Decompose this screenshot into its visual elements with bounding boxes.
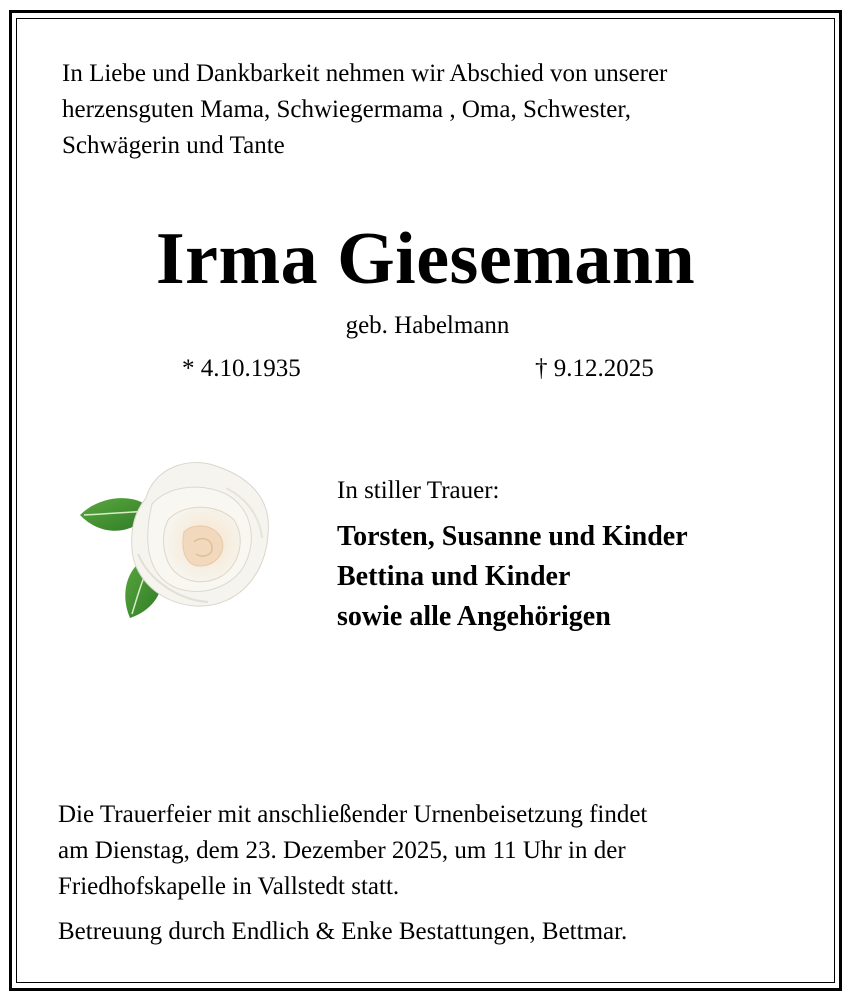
maiden-name: geb. Habelmann	[345, 312, 510, 339]
mourner-name: sowie alle Angehörigen	[337, 601, 611, 632]
mourner-name: Torsten, Susanne und Kinder	[337, 521, 688, 552]
ceremony-text	[58, 797, 798, 905]
mourners-list	[337, 517, 688, 637]
ceremony-line: Friedhofskapelle in Vallstedt statt.	[58, 873, 400, 900]
undertaker-note: Betreuung durch Endlich & Enke Bestattungen, Bettmar.	[58, 918, 628, 945]
intro-line: Schwägerin und Tante	[62, 132, 285, 159]
ceremony-line: am Dienstag, dem 23. Dezember 2025, um 11 Uhr in der	[58, 837, 626, 864]
rose-blossom	[132, 463, 269, 607]
mourning-label: In stiller Trauer:	[337, 477, 500, 504]
deceased-name: Irma Giesemann	[155, 218, 696, 300]
intro-line: herzensguten Mama, Schwiegermama , Oma, Schwester,	[62, 96, 631, 123]
mourner-name: Bettina und Kinder	[337, 561, 571, 592]
death-date: † 9.12.2025	[535, 355, 654, 382]
intro-text	[62, 56, 782, 164]
ceremony-line: Die Trauerfeier mit anschließender Urnenbeisetzung findet	[58, 801, 648, 828]
white-rose-icon	[76, 458, 276, 628]
intro-line: In Liebe und Dankbarkeit nehmen wir Abschied von unserer	[62, 60, 668, 87]
birth-date: * 4.10.1935	[182, 355, 301, 382]
